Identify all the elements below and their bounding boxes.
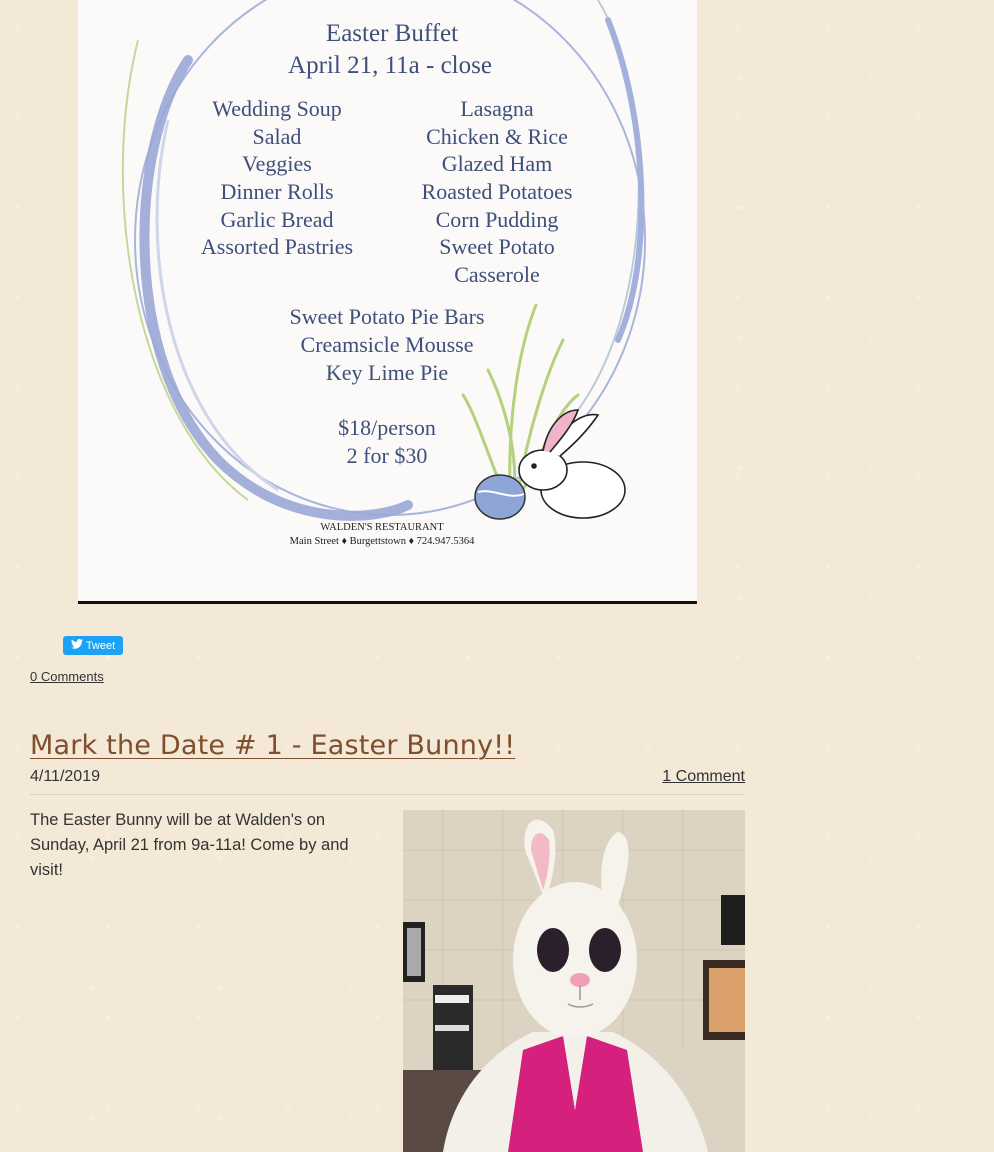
dessert-item: Sweet Potato Pie Bars [289,304,485,329]
menu-item: Casserole [454,262,540,287]
flyer-deal: 2 for $30 [346,443,428,468]
dessert-item: Creamsicle Mousse [300,332,474,357]
flyer-address: Main Street ♦ Burgettstown ♦ 724.947.5364 [289,536,475,547]
menu-item: Salad [252,124,302,149]
menu-item: Roasted Potatoes [421,179,573,204]
dessert-item: Key Lime Pie [325,360,449,385]
flyer-title: Easter Buffet [325,20,459,47]
menu-item: Wedding Soup [212,96,342,121]
menu-item: Garlic Bread [220,207,334,232]
flyer-date: April 21, 11a - close [288,52,492,79]
egg-frame-decoration [78,0,697,601]
menu-item: Glazed Ham [441,151,553,176]
flyer-restaurant: WALDEN'S RESTAURANT [320,522,444,533]
easter-bunny-illustration [403,810,745,1152]
comments-link[interactable]: 0 Comments [30,669,104,684]
menu-item: Lasagna [460,96,534,121]
flyer-price: $18/person [338,415,436,440]
post-title[interactable]: Mark the Date # 1 - Easter Bunny!! [30,730,516,761]
twitter-bird-icon [71,639,83,652]
post-date: 4/11/2019 [30,768,100,785]
post-comments-link[interactable]: 1 Comment [662,768,745,785]
easter-bunny-photo [403,810,745,1152]
menu-item: Corn Pudding [435,207,559,232]
menu-item: Assorted Pastries [200,234,354,259]
post-divider [30,794,745,795]
post-body: The Easter Bunny will be at Walden's on Sunday, April 21 from 9a-11a! Come by and visit! [30,811,349,879]
menu-item: Chicken & Rice [426,124,568,149]
menu-item: Dinner Rolls [220,179,334,204]
tweet-button[interactable] [63,636,123,655]
menu-item: Veggies [242,151,312,176]
tweet-label: Tweet [85,639,116,652]
menu-item: Sweet Potato [439,234,555,259]
easter-buffet-flyer [78,0,697,604]
